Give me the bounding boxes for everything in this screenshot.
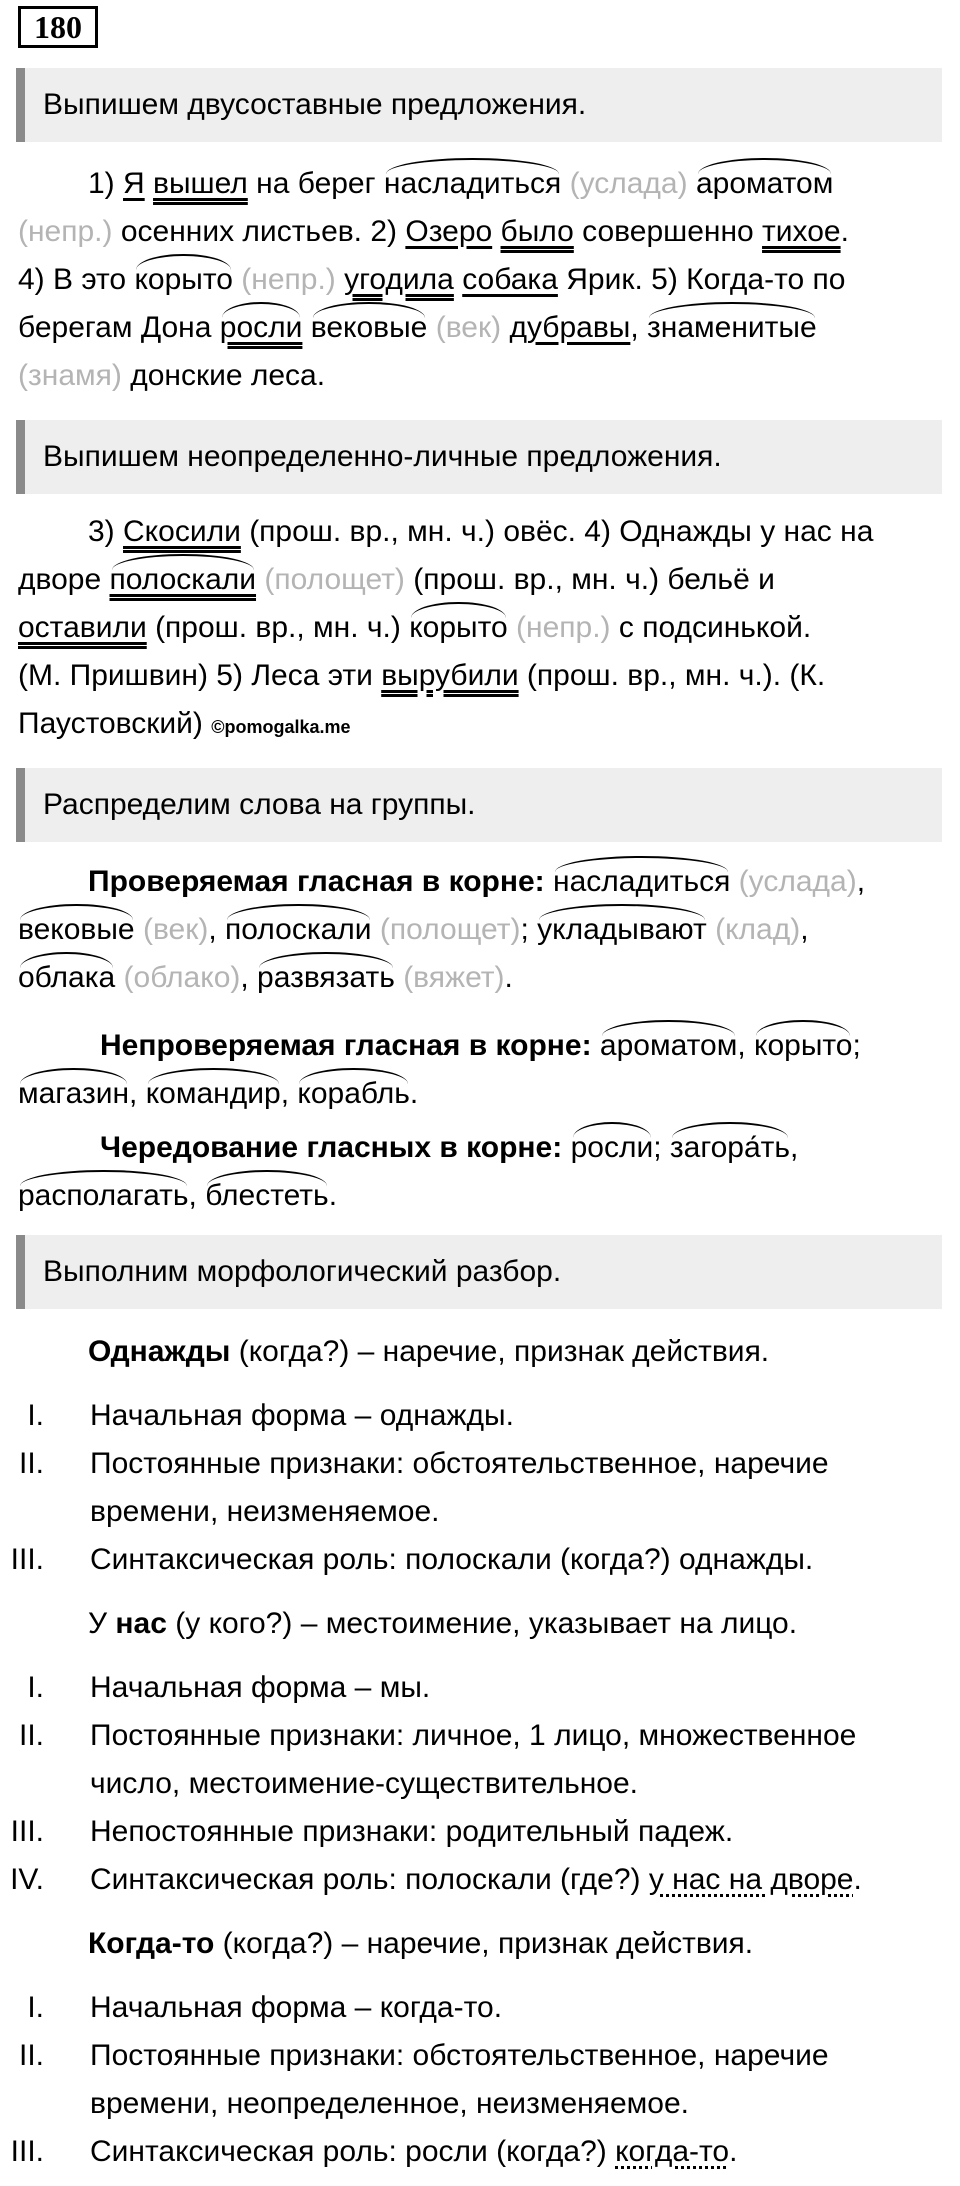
watermark: ©pomogalka.me — [211, 717, 351, 737]
text-line: (знамя) донские леса. — [18, 359, 326, 392]
text-line: вековые (век), полоскали (полощет); укладывают (клад), — [18, 906, 944, 954]
text-line: облака (облако), развязать (вяжет). — [18, 954, 944, 1002]
two-part-sentences — [18, 160, 944, 400]
section-heading-groups: Распределим слова на группы. — [16, 768, 942, 842]
morph-title-3: Когда-то (когда?) – наречие, признак действия. — [88, 1927, 754, 1960]
text-line: магазин, командир, корабль. — [18, 1070, 944, 1118]
task-number: 180 — [18, 6, 98, 48]
page: 180 Выпишем двусоставные предложения. 1) Я вышел на берег насладиться (услада) ароматом (непр.) осенних листьев. 2) Озеро было совершенно тихое. 4) В это корыто (непр.) угодила собака Ярик. 5) Когда-то по берегам Дона росли вековые (век) дубравы, знаменитые (знамя) донские леса. Выпишем неопределенно-личные предложения. 3) Скосили (прош. вр., мн. ч.) овёс. 4) Однажды у нас на дворе полоскали (полощет) (прош. вр., мн. ч.) бельё и оставили (прош. вр., мн. ч.) корыто (непр.) с подсинькой. (М. Пришвин) 5) Леса эти вырубили (прош. вр., мн. ч.). (К. Паустовский) ©pomogalka.me Распределим слова на группы. Проверяемая гласная в корне: насладиться (услада), вековые (век), полоскали (полощет); укладывают (клад), облака (облако), развязать (вяжет). Непроверяемая гласная в корне: ароматом, корыто; магазин, командир, корабль. Чередование гласных в корне: росли; загора́ть, располагать, блестеть. Выполним морфологический разбор. Однажды (когда?) – наречие, признак действия. I. Начальная форма – однажды. II. Постоянные признаки: обстоятельственное, наречие времени, неизменяемое. III. Синтаксическая роль: полоскали (когда?) однажды. У нас (у кого?) – местоимение, указывает на лицо. I. Начальная форма – мы. II. Постоянные признаки: личное, 1 лицо, множественное число, местоимение-существительное. III. Непостоянные признаки: родительный падеж. IV. Синтаксическая роль: полоскали (где?) у нас на дворе. Когда-то (когда?) – наречие, признак действия. I. Начальная форма – когда-то. II. Постоянные признаки: обстоятельственное, наречие времени, неопределенное, неизменяемое. III. Синтаксическая роль: росли (когда?) когда-то. — [0, 0, 960, 2186]
text-line: берегам Дона росли вековые (век) дубравы, знаменитые — [18, 304, 944, 352]
text-line: 4) В это корыто (непр.) угодила собака Ярик. 5) Когда-то по — [18, 256, 944, 304]
text-line: 1) Я вышел на берег насладиться (услада) ароматом — [18, 160, 944, 208]
text-line: оставили (прош. вр., мн. ч.) корыто (непр.) с подсинькой. — [18, 604, 944, 652]
section-heading-morph: Выполним морфологический разбор. — [16, 1235, 942, 1309]
morph-title-1: Однажды (когда?) – наречие, признак действия. — [88, 1335, 770, 1368]
morph-title-2: У нас (у кого?) – местоимение, указывает на лицо. — [88, 1607, 798, 1640]
text-line: (непр.) осенних листьев. 2) Озеро было совершенно тихое. — [18, 215, 849, 248]
text-line: Проверяемая гласная в корне: насладиться (услада), — [18, 858, 944, 906]
indefinite-sentences — [18, 508, 944, 751]
group-checked — [18, 858, 944, 1002]
section-heading-indefinite: Выпишем неопределенно-личные предложения. — [16, 420, 942, 494]
text-line: Непроверяемая гласная в корне: ароматом, корыто; — [18, 1022, 944, 1070]
text-line: располагать, блестеть. — [18, 1172, 944, 1220]
section-heading-two-part: Выпишем двусоставные предложения. — [16, 68, 942, 142]
text-line: 3) Скосили (прош. вр., мн. ч.) овёс. 4) Однажды у нас на — [88, 515, 874, 548]
group-alternation — [18, 1124, 944, 1220]
text-line: Чередование гласных в корне: росли; загора́ть, — [18, 1124, 944, 1172]
text-line: дворе полоскали (полощет) (прош. вр., мн. ч.) бельё и — [18, 556, 944, 604]
text-line: (М. Пришвин) 5) Леса эти вырубили (прош. вр., мн. ч.). (К. — [18, 659, 826, 692]
text-line: Паустовский) ©pomogalka.me — [18, 707, 351, 740]
group-unchecked — [18, 1022, 944, 1118]
